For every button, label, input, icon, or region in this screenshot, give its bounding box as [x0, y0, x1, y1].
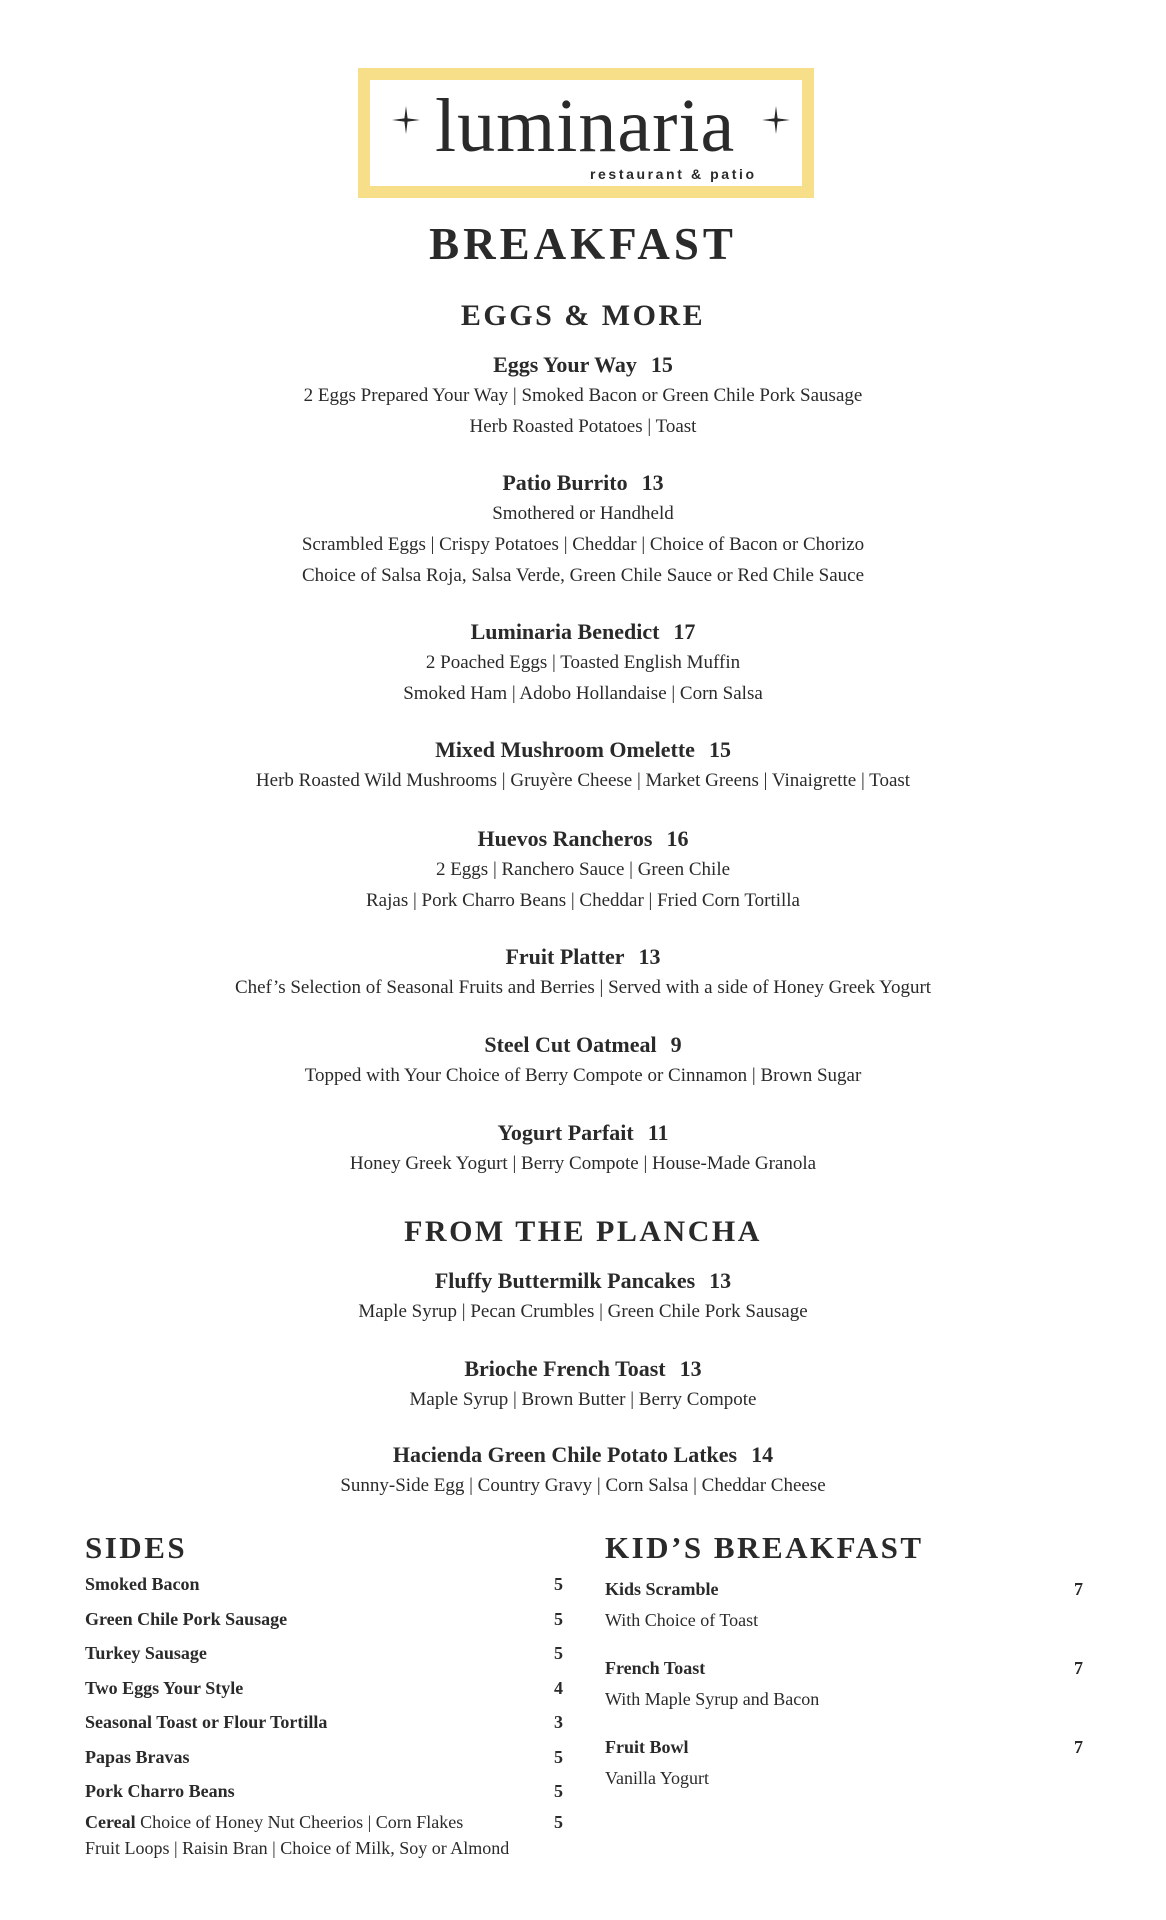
side-item — [85, 1712, 563, 1742]
menu-item — [0, 942, 1166, 1003]
side-price: 5 — [554, 1609, 563, 1629]
item-price: 13 — [638, 944, 661, 969]
side-desc: Fruit Loops | Raisin Bran | Choice of Milk, Soy or Almond — [85, 1838, 510, 1858]
item-price: 11 — [647, 1120, 669, 1145]
side-name: Two Eggs Your Style — [85, 1678, 244, 1698]
item-desc: Honey Greek Yogurt | Berry Compote | House-Made Granola — [349, 1153, 817, 1174]
side-name: Pork Charro Beans — [85, 1781, 235, 1801]
item-desc: Rajas | Pork Charro Beans | Cheddar | Fried Corn Tortilla — [366, 890, 800, 911]
kid-price: 7 — [1074, 1658, 1083, 1678]
item-name: Fruit Platter — [505, 944, 625, 969]
kid-desc: Vanilla Yogurt — [605, 1768, 710, 1788]
item-name: Hacienda Green Chile Potato Latkes — [392, 1442, 738, 1467]
logo — [358, 68, 814, 198]
menu-item — [0, 1030, 1166, 1091]
menu-item — [0, 1266, 1166, 1327]
kid-price: 7 — [1074, 1737, 1083, 1757]
item-name: Mixed Mushroom Omelette — [435, 737, 695, 762]
section-title-eggs: EGGS & MORE — [460, 299, 706, 332]
kid-name: Fruit Bowl — [605, 1737, 689, 1757]
side-desc: Choice of Honey Nut Cheerios | Corn Flakes — [135, 1812, 464, 1832]
side-price: 5 — [554, 1643, 563, 1663]
item-desc: 2 Eggs | Ranchero Sauce | Green Chile — [435, 859, 731, 880]
sparkle-left-icon — [392, 106, 420, 134]
side-name: Cereal — [85, 1812, 136, 1832]
side-name: Papas Bravas — [85, 1747, 190, 1767]
kid-desc: With Choice of Toast — [605, 1610, 759, 1630]
item-desc: Smoked Ham | Adobo Hollandaise | Corn Salsa — [403, 683, 763, 704]
kid-item — [605, 1732, 1083, 1794]
item-name: Huevos Rancheros — [477, 826, 653, 851]
section-title-kids: KID’S BREAKFAST — [605, 1530, 924, 1565]
logo-wordmark: luminaria — [435, 84, 736, 168]
side-price: 5 — [554, 1747, 563, 1767]
item-price: 15 — [650, 352, 673, 377]
item-desc: 2 Poached Eggs | Toasted English Muffin — [425, 652, 741, 673]
item-price: 13 — [679, 1356, 702, 1381]
item-desc: Smothered or Handheld — [492, 503, 674, 524]
side-price: 5 — [554, 1781, 563, 1801]
item-price: 13 — [709, 1268, 732, 1293]
item-desc: Herb Roasted Potatoes | Toast — [469, 416, 697, 437]
item-desc: Chef’s Selection of Seasonal Fruits and Berries | Served with a side of Honey Greek Yogurt — [234, 977, 932, 998]
side-name: Seasonal Toast or Flour Tortilla — [85, 1712, 328, 1732]
item-name: Patio Burrito — [502, 470, 628, 495]
kid-price: 7 — [1074, 1579, 1083, 1599]
item-desc: Choice of Salsa Roja, Salsa Verde, Green Chile Sauce or Red Chile Sauce — [301, 565, 865, 586]
menu-item — [0, 1354, 1166, 1415]
menu-item — [0, 735, 1166, 796]
section-title-plancha: FROM THE PLANCHA — [404, 1215, 762, 1248]
item-name: Eggs Your Way — [493, 352, 637, 377]
item-price: 15 — [708, 737, 731, 762]
sparkle-right-icon — [762, 106, 790, 134]
item-name: Fluffy Buttermilk Pancakes — [434, 1268, 696, 1293]
side-item — [85, 1781, 563, 1811]
side-price: 4 — [554, 1678, 563, 1698]
kid-desc: With Maple Syrup and Bacon — [605, 1689, 820, 1709]
item-desc: Maple Syrup | Pecan Crumbles | Green Chile Pork Sausage — [358, 1301, 808, 1322]
page-title: BREAKFAST — [429, 219, 737, 269]
kid-item — [605, 1574, 1083, 1636]
logo-tagline: restaurant & patio — [590, 166, 757, 182]
side-item — [85, 1609, 563, 1639]
menu-item — [0, 350, 1166, 442]
kid-name: Kids Scramble — [605, 1579, 719, 1599]
side-item — [85, 1643, 563, 1673]
item-desc: Maple Syrup | Brown Butter | Berry Compote — [409, 1389, 757, 1410]
item-price: 17 — [673, 619, 696, 644]
side-price: 3 — [554, 1712, 563, 1732]
menu-item — [0, 468, 1166, 591]
item-price: 9 — [670, 1032, 682, 1057]
menu-item — [0, 1440, 1166, 1501]
menu-item — [0, 617, 1166, 709]
item-desc: 2 Eggs Prepared Your Way | Smoked Bacon or Green Chile Pork Sausage — [303, 385, 863, 406]
kid-name: French Toast — [605, 1658, 706, 1678]
item-name: Yogurt Parfait — [497, 1120, 634, 1145]
item-price: 16 — [666, 826, 689, 851]
side-name: Smoked Bacon — [85, 1574, 200, 1594]
item-name: Luminaria Benedict — [470, 619, 660, 644]
item-desc: Sunny-Side Egg | Country Gravy | Corn Salsa | Cheddar Cheese — [340, 1475, 826, 1496]
side-name: Green Chile Pork Sausage — [85, 1609, 288, 1629]
kid-item — [605, 1653, 1083, 1715]
item-name: Brioche French Toast — [464, 1356, 666, 1381]
side-price: 5 — [554, 1574, 563, 1594]
menu-item — [0, 1118, 1166, 1179]
item-price: 13 — [641, 470, 664, 495]
side-item — [85, 1747, 563, 1777]
item-desc: Scrambled Eggs | Crispy Potatoes | Cheddar | Choice of Bacon or Chorizo — [301, 534, 865, 555]
item-price: 14 — [751, 1442, 774, 1467]
side-price: 5 — [554, 1812, 563, 1832]
section-title-sides: SIDES — [85, 1530, 188, 1565]
side-item — [85, 1678, 563, 1708]
side-item-cereal — [85, 1809, 563, 1861]
item-desc: Topped with Your Choice of Berry Compote or Cinnamon | Brown Sugar — [304, 1065, 862, 1086]
menu-item — [0, 824, 1166, 916]
side-item — [85, 1574, 563, 1604]
item-name: Steel Cut Oatmeal — [484, 1032, 657, 1057]
side-name: Turkey Sausage — [85, 1643, 207, 1663]
item-desc: Herb Roasted Wild Mushrooms | Gruyère Cheese | Market Greens | Vinaigrette | Toast — [255, 770, 911, 791]
